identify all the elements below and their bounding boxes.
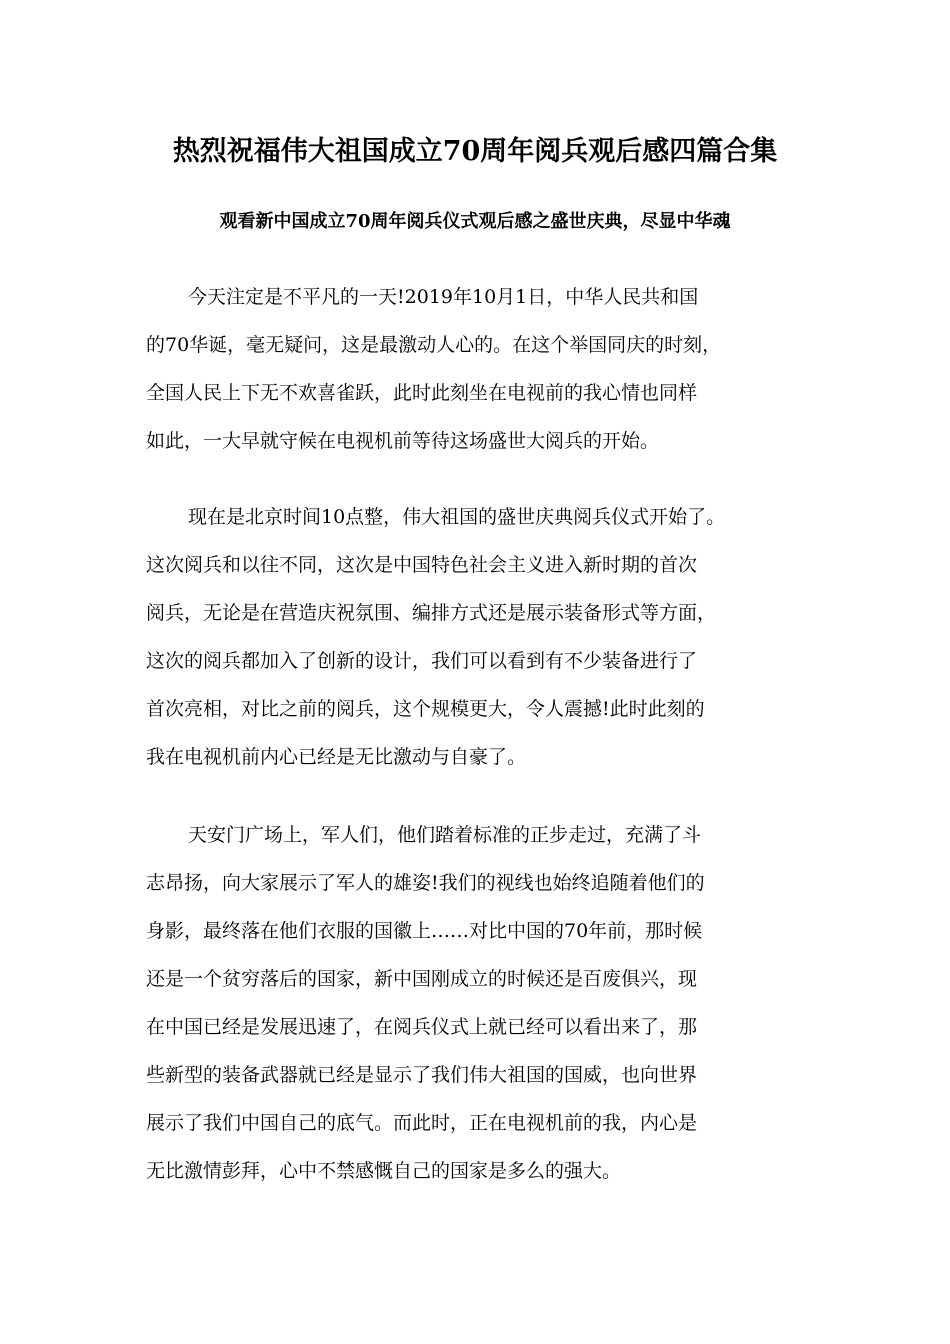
paragraph-line: 我在电视机前内心已经是无比激动与自豪了。 [146, 746, 527, 768]
paragraph-line: 首次亮相，对比之前的阅兵，这个规模更大，令人震撼!此时此刻的 [146, 698, 705, 720]
paragraph-2 [146, 493, 826, 781]
paragraph-3 [146, 811, 826, 1195]
paragraph-line: 些新型的装备武器就已经是显示了我们伟大祖国的国威，也向世界 [146, 1064, 698, 1086]
paragraph-line: 还是一个贫穷落后的国家，新中国刚成立的时候还是百废俱兴，现 [146, 968, 698, 990]
paragraph-line: 志昂扬，向大家展示了军人的雄姿!我们的视线也始终追随着他们的 [146, 872, 705, 894]
paragraph-line: 展示了我们中国自己的底气。而此时，正在电视机前的我，内心是 [146, 1112, 698, 1134]
paragraph-line: 阅兵，无论是在营造庆祝氛围、编排方式还是展示装备形式等方面， [146, 602, 717, 624]
paragraph-line: 天安门广场上，军人们，他们踏着标准的正步走过，充满了斗 [188, 824, 702, 846]
paragraph-line: 现在是北京时间10点整，伟大祖国的盛世庆典阅兵仪式开始了。 [188, 506, 726, 528]
paragraph-line: 如此，一大早就守候在电视机前等待这场盛世大阅兵的开始。 [146, 430, 660, 452]
paragraph-1 [146, 273, 826, 465]
paragraph-line: 全国人民上下无不欢喜雀跃，此时此刻坐在电视前的我心情也同样 [146, 382, 698, 404]
paragraph-line: 无比激情彭拜，心中不禁感慨自己的国家是多么的强大。 [146, 1160, 622, 1182]
paragraph-line: 在中国已经是发展迅速了，在阅兵仪式上就已经可以看出来了，那 [146, 1016, 698, 1038]
paragraph-line: 身影，最终落在他们衣服的国徽上……对比中国的70年前，那时候 [146, 920, 703, 942]
paragraph-line: 今天注定是不平凡的一天!2019年10月1日，中华人民共和国 [188, 286, 699, 308]
paragraph-line: 这次阅兵和以往不同，这次是中国特色社会主义进入新时期的首次 [146, 554, 698, 576]
document-title: 热烈祝福伟大祖国成立70周年阅兵观后感四篇合集 [172, 136, 778, 167]
document-subtitle: 观看新中国成立70周年阅兵仪式观后感之盛世庆典，尽显中华魂 [219, 211, 731, 232]
paragraph-line: 这次的阅兵都加入了创新的设计，我们可以看到有不少装备进行了 [146, 650, 698, 672]
paragraph-line: 的70华诞，毫无疑问，这是最激动人心的。在这个举国同庆的时刻， [146, 334, 722, 356]
